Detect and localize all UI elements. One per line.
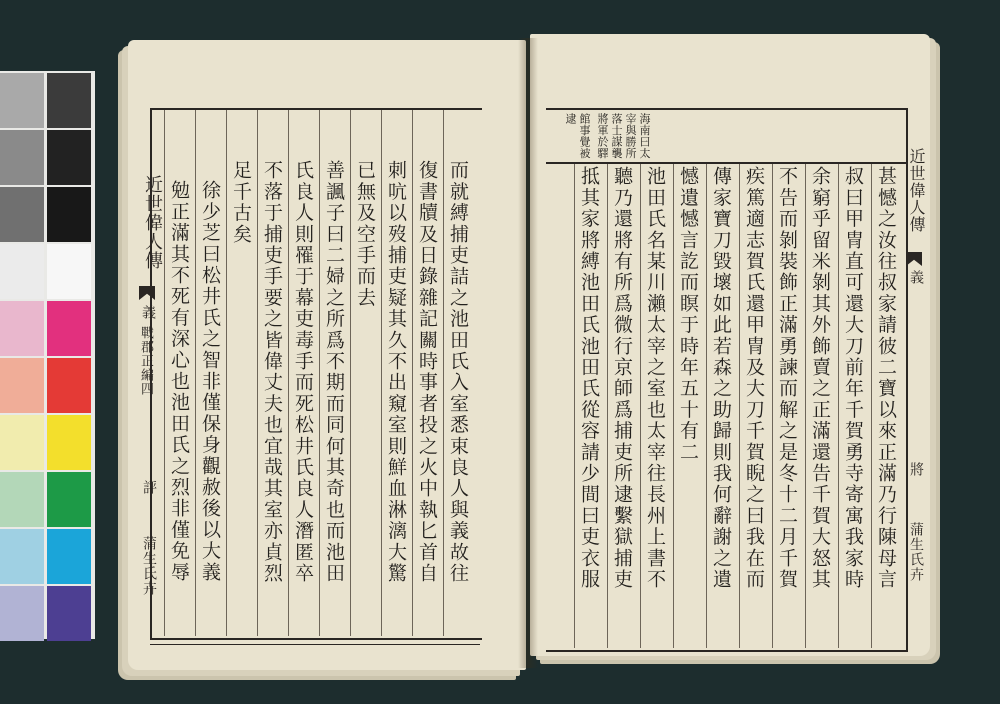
right-margin-title: 近世偉人傳 [907,148,926,233]
checker-swatch [0,586,44,641]
head-note-line-4: 將軍於驛 [596,113,609,159]
right-text-column-1: 甚憾之汝往叔家請彼二寶以來正滿乃行陳母言 [875,166,897,590]
right-text-column-6: 傳家寶刀毀壞如此若森之助歸則我何辭謝之遺 [710,166,732,590]
right-page-rule [546,162,908,164]
left-text-column-3: 刺吭以歿捕吏疑其久不出窺室則鮮血淋漓大驚 [385,160,407,584]
checker-swatch [47,187,91,242]
checker-swatch [0,130,44,185]
checker-swatch [47,73,91,128]
checker-swatch [0,187,44,242]
checker-swatch [47,415,91,470]
right-text-column-4: 不告而剝裝飾正滿勇諫而解之是冬十二月千賀 [776,166,798,590]
right-text-column-9: 聽乃還將有所爲微行京師爲捕吏所逮繫獄捕吏 [611,166,633,590]
column-separator [226,110,227,636]
left-text-column-1: 而就縛捕吏詰之池田氏入室悉束良人與義故往 [447,160,469,584]
checker-swatch [0,358,44,413]
column-separator [288,110,289,636]
right-text-column-10: 抵其家將縛池田氏池田氏從容請少間曰吏衣服 [578,166,600,590]
column-separator [673,164,674,648]
head-note-line-6: 逮 [564,113,577,125]
column-separator [443,110,444,636]
left-text-column-4: 已無及空手而去 [354,160,376,309]
right-text-column-7: 憾遺憾言訖而瞑于時年五十有二 [677,166,699,463]
left-text-column-10: 勉正滿其不死有深心也池田氏之烈非僅免辱 [168,180,190,583]
checker-swatch [47,244,91,299]
column-separator [739,164,740,648]
column-separator [640,164,641,648]
checker-swatch [47,586,91,641]
head-note-line-3: 落士謀襲 [610,113,623,159]
checker-swatch [0,244,44,299]
checker-swatch [0,73,44,128]
column-separator [838,164,839,648]
right-margin-page-mark: 將 [908,462,924,477]
left-text-column-5: 善諷子曰二婦之所爲不期而同何其奇也而池田 [323,160,345,584]
left-margin-title: 近世偉人傳 [142,175,163,270]
right-text-column-8: 池田氏名某川瀨太宰之室也太宰往長州上書不 [644,166,666,590]
column-separator [257,110,258,636]
left-text-column-6: 氏良人則罹于幕吏毒手而死松井氏良人潛匿卒 [292,160,314,584]
column-separator [319,110,320,636]
right-text-column-3: 余窮乎留米剝其外飾賣之正滿還告千賀大怒其 [809,166,831,590]
head-note-line-5: 館事覺被 [578,113,591,159]
left-text-column-2: 復書牘及日錄雜記關時事者投之火中執匕首自 [416,160,438,584]
column-separator [164,110,165,636]
right-margin-section: 義 [908,270,924,285]
column-separator [871,164,872,648]
column-separator [706,164,707,648]
left-text-column-9: 徐少芝曰松井氏之智非僅保身觀赦後以大義 [199,180,221,583]
left-margin-volume: 義 [140,305,156,320]
column-separator [195,110,196,636]
right-text-column-2: 叔曰甲冑直可還大刀前年千賀勇寺寄寓我家時 [842,166,864,590]
left-text-column-7: 不落于捕吏手要之皆偉丈夫也宜哉其室亦貞烈 [261,160,283,584]
column-separator [350,110,351,636]
column-separator [772,164,773,648]
head-note-line-2: 宰與勝所 [624,113,637,159]
column-separator [805,164,806,648]
checker-swatch [47,130,91,185]
checker-swatch [47,301,91,356]
book-gutter [518,38,538,668]
head-note-line-1: 海南曰太 [638,113,651,159]
left-margin-section: 戰郡正編四 [138,326,153,396]
column-separator [412,110,413,636]
checker-swatch [47,529,91,584]
column-separator [607,164,608,648]
column-separator [574,164,575,648]
checker-swatch [0,301,44,356]
checker-swatch [47,358,91,413]
left-margin-page-mark: 評 [141,480,157,495]
checker-swatch [47,472,91,527]
column-separator [381,110,382,636]
left-text-column-8: 足千古矣 [230,160,252,245]
checker-swatch [0,472,44,527]
right-margin-author: 蒲生氏卉 [908,522,924,582]
right-text-column-5: 疾篤適志賀氏還甲冑及大刀千賀睨之曰我在而 [743,166,765,590]
checker-swatch [0,415,44,470]
left-margin-author: 蒲生氏卉 [141,536,157,596]
left-page-rule [150,644,480,645]
checker-swatch [0,529,44,584]
color-checker-strip [0,71,95,639]
